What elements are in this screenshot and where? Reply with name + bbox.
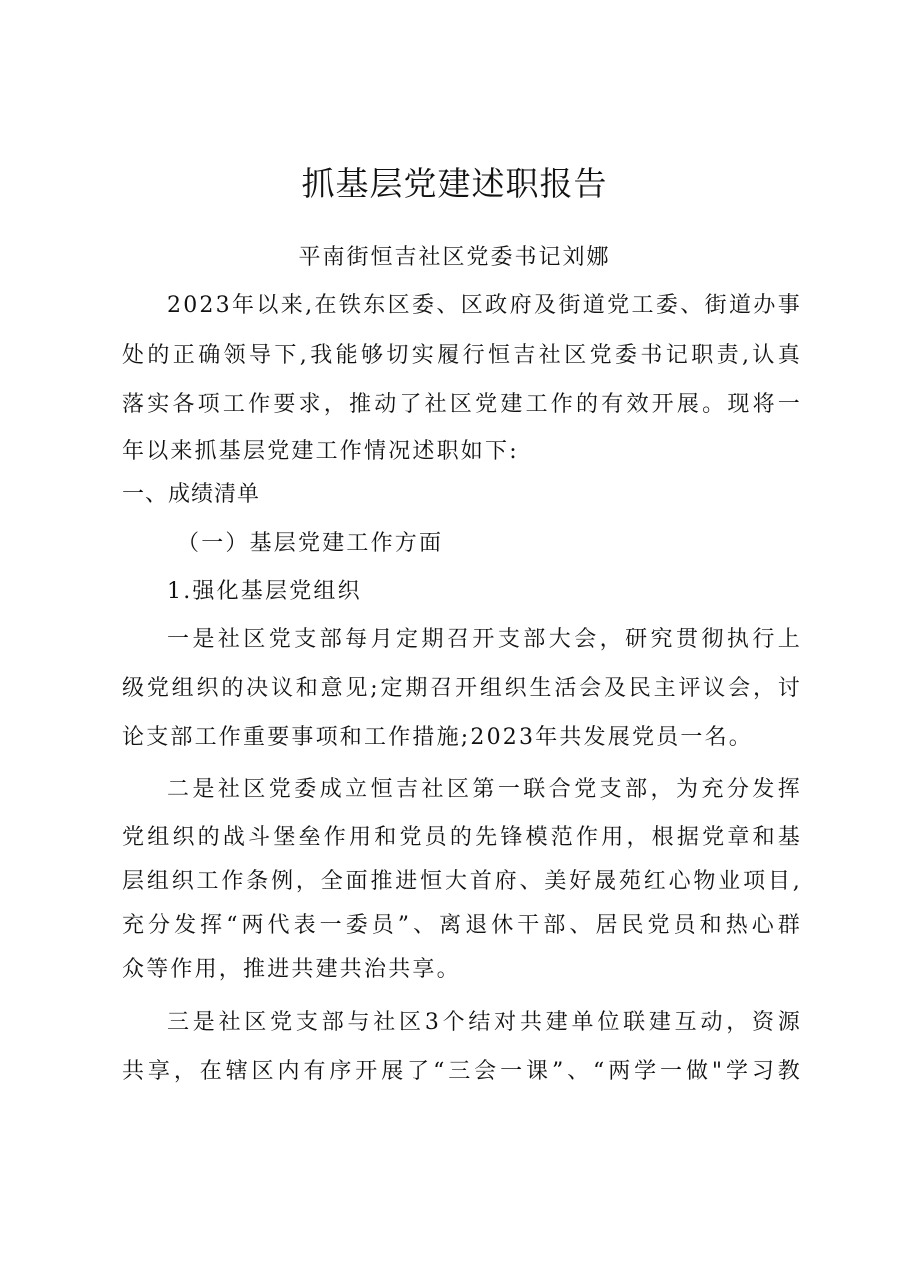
- paragraph-line: 论支部工作重要事项和工作措施;2023年共发展党员一名。: [122, 725, 754, 750]
- subsection-heading: （一）基层党建工作方面: [177, 531, 444, 556]
- paragraph-line: 充分发挥“两代表一委员”、离退休干部、居民党员和热心群: [122, 913, 802, 938]
- paragraph-line: 2023年以来,在铁东区委、区政府及街道党工委、街道办事: [167, 293, 802, 318]
- paragraph-line: 党组织的战斗堡垒作用和党员的先锋模范作用，根据党章和基: [122, 825, 802, 850]
- paragraph-line: 三是社区党支部与社区3个结对共建单位联建互动，资源: [167, 1010, 802, 1035]
- item-heading: 1.强化基层党组织: [167, 579, 362, 604]
- document-title: 抓基层党建述职报告: [301, 164, 608, 203]
- paragraph-line: 落实各项工作要求，推动了社区党建工作的有效开展。现将一: [122, 392, 802, 417]
- paragraph-line: 共享，在辖区内有序开展了“三会一课”、“两学一做"学习教: [122, 1059, 802, 1084]
- author-line: 平南街恒吉社区党委书记刘娜: [298, 245, 611, 270]
- paragraph-line: 年以来抓基层党建工作情况述职如下:: [122, 439, 519, 464]
- paragraph-line: 二是社区党委成立恒吉社区第一联合党支部，为充分发挥: [167, 777, 802, 802]
- paragraph-line: 众等作用，推进共建共治共享。: [122, 957, 461, 982]
- section-heading: 一、成绩清单: [122, 482, 261, 507]
- paragraph-line: 一是社区党支部每月定期召开支部大会，研究贯彻执行上: [167, 627, 802, 652]
- paragraph-line: 处的正确领导下,我能够切实履行恒吉社区党委书记职责,认真: [122, 343, 802, 368]
- paragraph-line: 层组织工作条例，全面推进恒大首府、美好晟苑红心物业项目,: [122, 869, 802, 894]
- paragraph-line: 级党组织的决议和意见;定期召开组织生活会及民主评议会，讨: [122, 676, 802, 701]
